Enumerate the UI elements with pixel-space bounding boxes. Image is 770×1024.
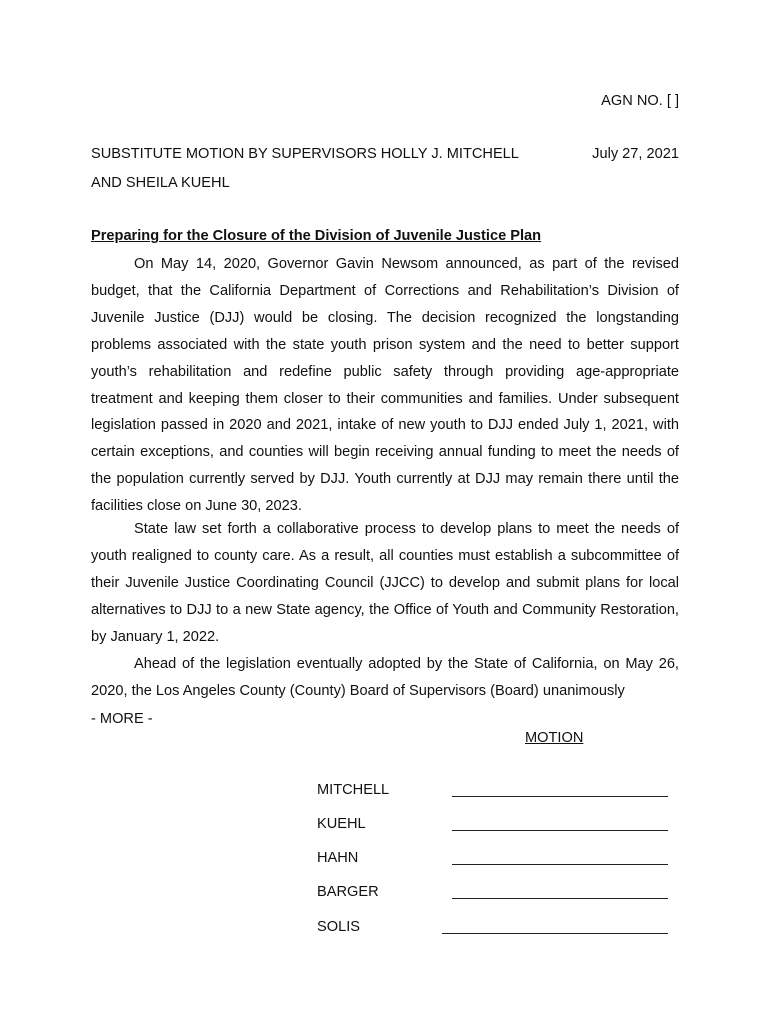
motion-title-line-2: AND SHEILA KUEHL xyxy=(91,175,230,191)
supervisor-name: MITCHELL xyxy=(317,782,390,798)
motion-date: July 27, 2021 xyxy=(592,146,679,162)
agenda-number: AGN NO. [ ] xyxy=(601,93,679,109)
vote-signature-line xyxy=(452,864,668,865)
section-heading: Preparing for the Closure of the Division of Juvenile Justice Plan xyxy=(91,228,542,244)
motion-title-line-1: SUBSTITUTE MOTION BY SUPERVISORS HOLLY J. MITCHELL xyxy=(91,146,519,162)
paragraph: State law set forth a collaborative process to develop plans to meet the needs of youth realigned to county care. As a result, all counties must establish a subcommittee of their Juvenile Justice Coordinating Council (JJCC) to develop and submit plans for local alternatives to DJJ to a new State agency, the Office of Youth and Community Restoration, by January 1, 2022. xyxy=(91,521,679,645)
supervisor-name: BARGER xyxy=(317,884,379,900)
supervisor-name: SOLIS xyxy=(317,919,360,935)
more-indicator: - MORE - xyxy=(91,711,153,727)
vote-signature-line xyxy=(442,933,668,934)
supervisor-name: KUEHL xyxy=(317,816,366,832)
supervisor-name: HAHN xyxy=(317,850,359,866)
vote-signature-line xyxy=(452,898,668,899)
vote-signature-line xyxy=(452,830,668,831)
paragraph: On May 14, 2020, Governor Gavin Newsom announced, as part of the revised budget, that the California Department of Corrections and Rehabilitation’s Division of Juvenile Justice (DJJ) would be closing. The decision recognized the longstanding problems associated with the state youth prison system and the need to better support youth’s rehabilitation and redefine public safety through providing age-appropriate treatment and keeping them closer to their communities and families. Under subsequent legislation passed in 2020 and 2021, intake of new youth to DJJ ended July 1, 2021, with certain exceptions, and counties will begin receiving annual funding to meet the needs of the population currently served by DJJ. Youth currently at DJJ may remain there until the facilities close on June 30, 2023. xyxy=(91,256,679,515)
motion-label: MOTION xyxy=(525,730,584,746)
vote-signature-line xyxy=(452,796,668,797)
paragraph: Ahead of the legislation eventually adopted by the State of California, on May 26, 2020, the Los Angeles County (County) Board of Supervisors (Board) unanimously xyxy=(91,656,679,699)
